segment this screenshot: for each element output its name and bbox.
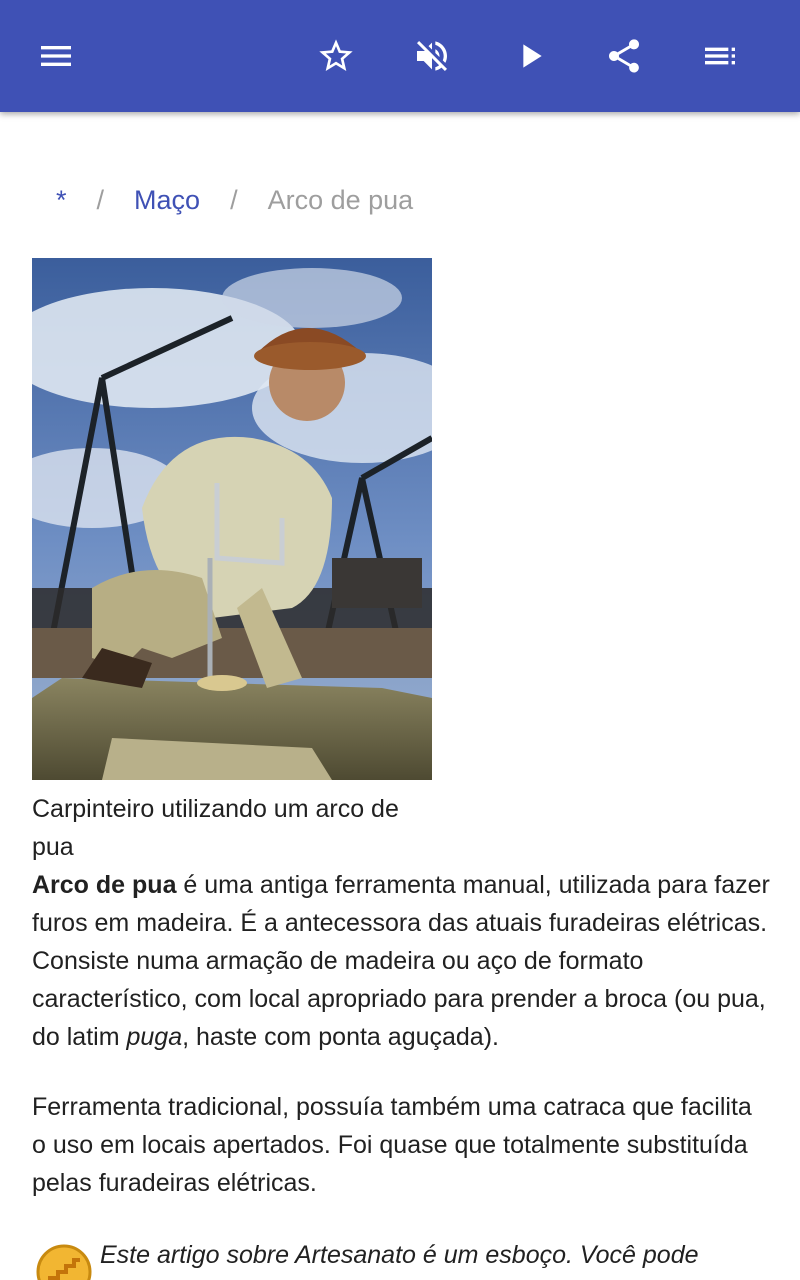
app-toolbar: [0, 0, 800, 112]
play-button[interactable]: [498, 24, 562, 88]
stub-text: Este artigo sobre Artesanato é um esboço. Você pode: [100, 1241, 699, 1269]
breadcrumb-separator: /: [230, 184, 238, 215]
article-body: [32, 866, 772, 1234]
breadcrumb-separator: /: [96, 184, 105, 215]
breadcrumb-home-link[interactable]: *: [56, 184, 67, 215]
paragraph-text: é uma antiga ferramenta manual, utilizada para fazer furos em madeira. É a antecessora das atuais furadeiras elétricas. Consiste numa armação de madeira ou aço de formato característico, com local apropriado para prender a broca (ou pua, do latim: [32, 871, 770, 1051]
mute-button[interactable]: [400, 24, 464, 88]
favorite-button[interactable]: [304, 24, 368, 88]
paragraph-text: , haste com ponta aguçada).: [182, 1023, 499, 1051]
breadcrumb-parent-link[interactable]: Maço: [134, 184, 201, 215]
carpenter-photo: [32, 258, 432, 780]
menu-button[interactable]: [24, 24, 88, 88]
share-icon: [604, 36, 644, 76]
volume-off-icon: [412, 36, 452, 76]
breadcrumb: [56, 180, 413, 220]
table-of-contents-button[interactable]: [688, 24, 752, 88]
play-icon: [510, 36, 550, 76]
menu-icon: [36, 36, 76, 76]
article-paragraph: [32, 866, 772, 1056]
article-term: Arco de pua: [32, 871, 177, 899]
share-button[interactable]: [592, 24, 656, 88]
breadcrumb-current: Arco de pua: [267, 184, 414, 215]
stub-stairs-icon: [32, 1238, 96, 1280]
article-image[interactable]: [32, 258, 432, 780]
article-paragraph: Ferramenta tradicional, possuía também uma catraca que facilita o uso em locais apertados. Foi quase que totalmente substituída pelas furadeiras elétricas.: [32, 1093, 752, 1197]
toc-icon: [700, 36, 740, 76]
star-outline-icon: [316, 36, 356, 76]
latin-term: puga: [126, 1023, 183, 1051]
stub-notice: [32, 1236, 772, 1280]
image-caption: Carpinteiro utilizando um arco de pua: [32, 795, 399, 861]
